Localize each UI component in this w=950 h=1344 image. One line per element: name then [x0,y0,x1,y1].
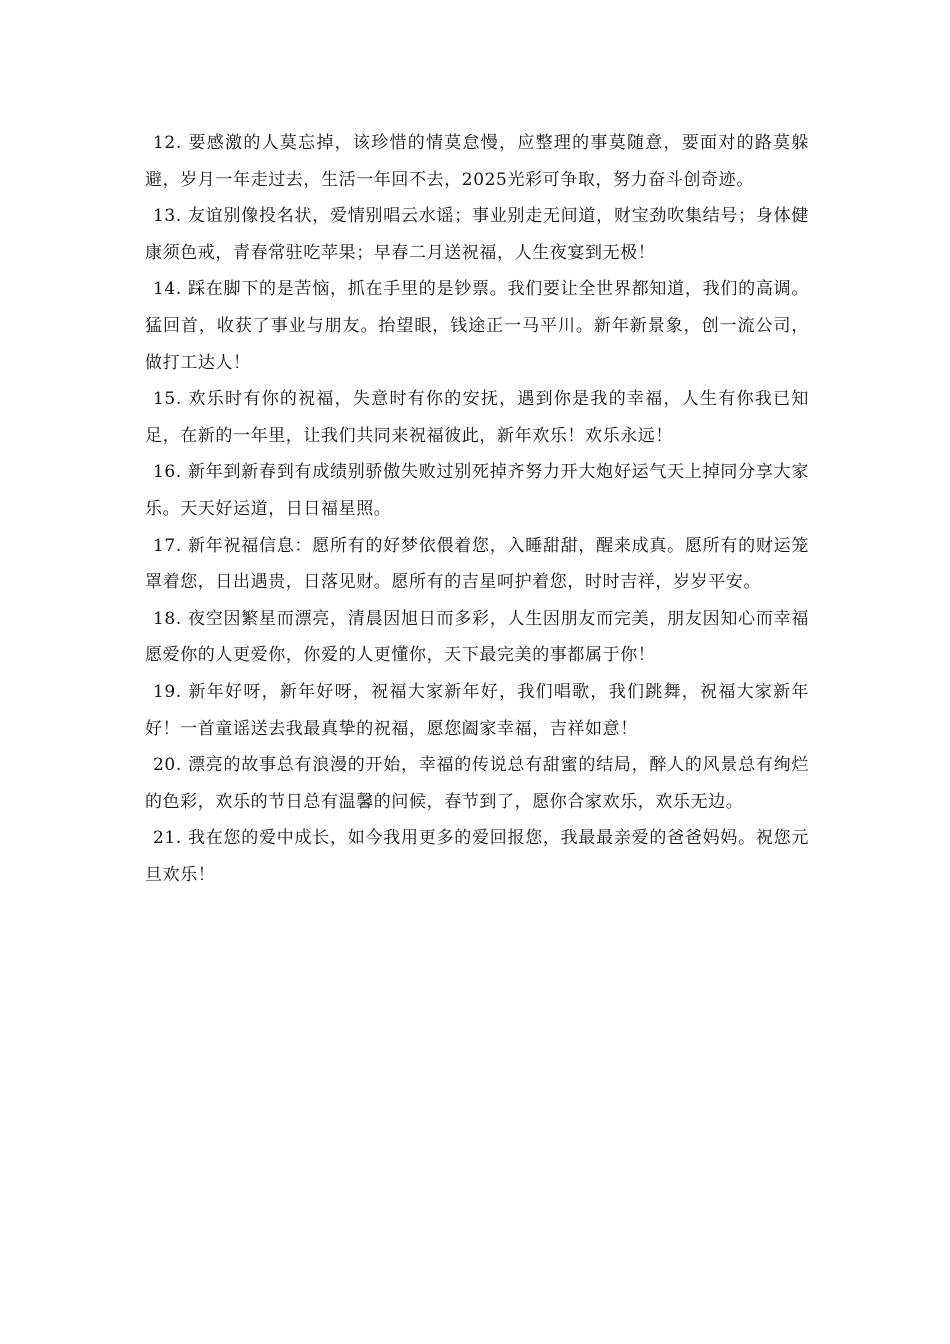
list-item-18 [145,601,809,674]
item-text: 漂亮的故事总有浪漫的开始，幸福的传说总有甜蜜的结局，醉人的风景总有绚烂的色彩，欢乐的节日总有温馨的问候，春节到了，愿你合家欢乐，欢乐无边。 [145,755,809,812]
item-text: 我在您的爱中成长，如今我用更多的爱回报您，我最最亲爱的爸爸妈妈。祝您元旦欢乐！ [145,828,809,885]
list-item-15 [145,381,809,454]
item-number: 14. [153,279,182,300]
item-text: 新年到新春到有成绩别骄傲失败过别死掉齐努力开大炮好运气天上掉同分享大家乐。天天好运道，日日福星照。 [145,462,809,519]
list-item-12 [145,125,809,198]
list-item-19 [145,674,809,747]
item-text: 新年好呀，新年好呀，祝福大家新年好，我们唱歌，我们跳舞，祝福大家新年好！一首童谣送去我最真挚的祝福，愿您阖家幸福，吉祥如意！ [145,681,809,739]
list-item-17 [145,528,809,601]
item-text: 踩在脚下的是苦恼，抓在手里的是钞票。我们要让全世界都知道，我们的高调。猛回首，收获了事业与朋友。抬望眼，钱途正一马平川。新年新景象，创一流公司，做打工达人！ [145,279,809,373]
item-number: 18. [153,608,182,629]
document-body [145,125,809,893]
item-text: 夜空因繁星而漂亮，清晨因旭日而多彩，人生因朋友而完美，朋友因知心而幸福愿爱你的人更爱你，你爱的人更懂你，天下最完美的事都属于你！ [145,608,809,666]
item-number: 17. [153,535,182,556]
item-number: 19. [153,681,182,702]
item-number: 13. [153,206,182,227]
list-item-16 [145,454,809,527]
list-item-21 [145,820,809,893]
item-number: 16. [153,462,182,483]
item-text: 新年祝福信息：愿所有的好梦依偎着您，入睡甜甜，醒来成真。愿所有的财运笼罩着您，日出遇贵，日落见财。愿所有的吉星呵护着您，时时吉祥，岁岁平安。 [145,535,809,593]
item-number: 20. [153,755,182,776]
item-text: 欢乐时有你的祝福，失意时有你的安抚，遇到你是我的幸福，人生有你我已知足，在新的一年里，让我们共同来祝福彼此，新年欢乐！欢乐永远！ [145,389,809,446]
item-number: 15. [153,389,182,410]
list-item-20 [145,747,809,820]
item-number: 21. [153,828,182,849]
list-item-14 [145,271,809,381]
list-item-13 [145,198,809,271]
item-text: 要感激的人莫忘掉，该珍惜的情莫怠慢，应整理的事莫随意，要面对的路莫躲避，岁月一年走过去，生活一年回不去，2025光彩可争取，努力奋斗创奇迹。 [145,133,809,190]
item-text: 友谊别像投名状，爱情别唱云水谣；事业别走无间道，财宝劲吹集结号；身体健康须色戒，青春常驻吃苹果；早春二月送祝福，人生夜宴到无极！ [145,206,809,263]
item-number: 12. [153,133,182,153]
